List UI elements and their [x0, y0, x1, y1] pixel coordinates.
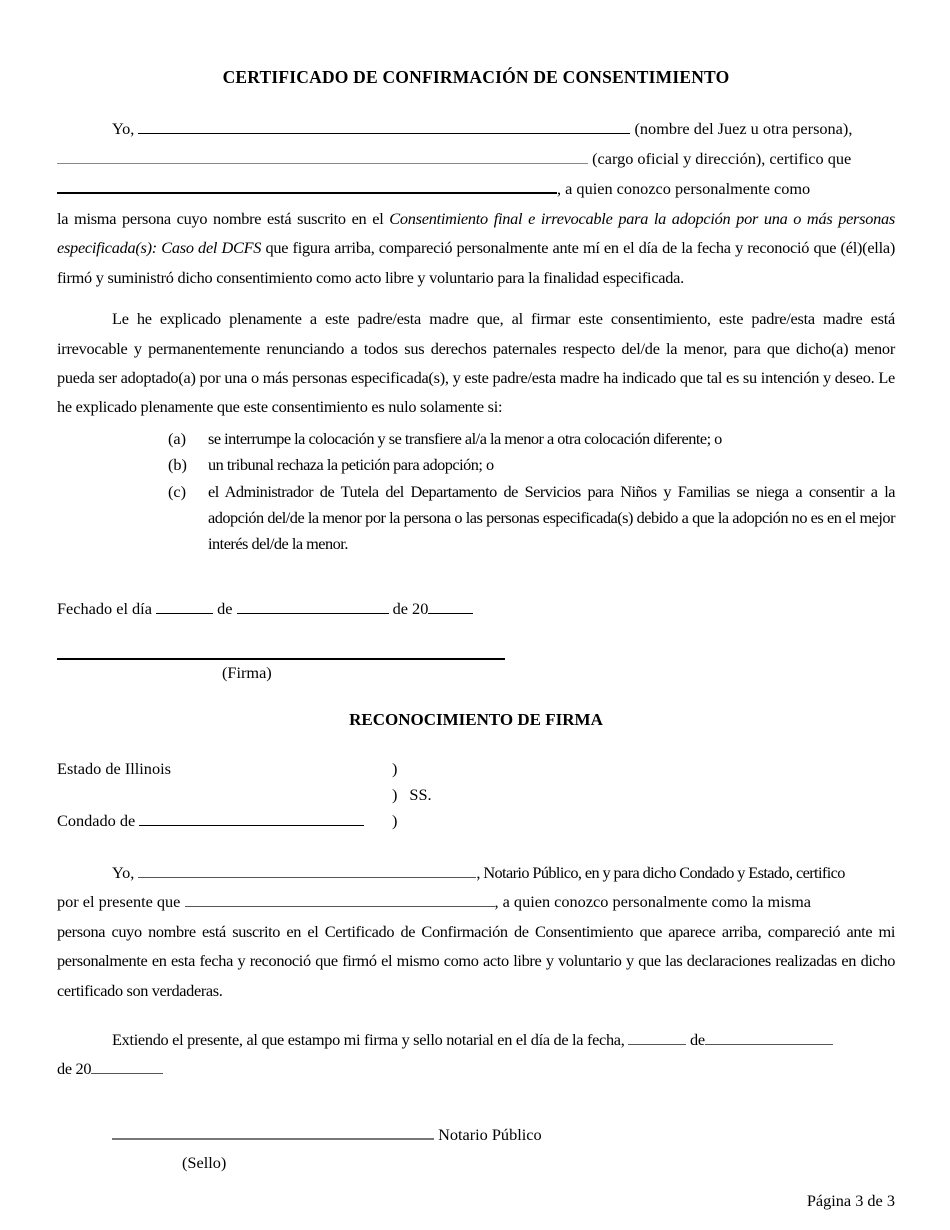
venue-ss-row — [57, 782, 895, 808]
explanation-paragraph: Le he explicado plenamente a este padre/esta madre que, al firmar este consentimiento, este padre/esta madre está irrevocable y permanentemente renunciando a todos sus derechos paternales respecto del/de la menor, para que dicho(a) menor pueda ser adoptado(a) por una o más personas especificada(s), y este padre/esta madre ha indicado que tal es su intención y deseo. Le he explicado plenamente que este consentimiento es nulo solamente si: — [57, 309, 895, 417]
list-item-c — [168, 479, 895, 558]
notary-public-label: Notario Público — [438, 1124, 542, 1144]
known-suffix: , a quien conozco personalmente como la misma — [494, 892, 811, 912]
yo-label: Yo, — [112, 119, 135, 138]
page-number: Página 3 de 3 — [806, 1190, 895, 1210]
known-note: , a quien conozco personalmente como — [557, 179, 811, 198]
venue-state-row — [57, 756, 895, 782]
list-text-c: el Administrador de Tutela del Departamento de Servicios para Niños y Familias se niega a consentir a la adopción del/de la menor por la persona o las personas especificada(s) debido a que la adopción no es en el mejor interés del/de la menor. — [208, 481, 895, 554]
notary-day-blank — [628, 1031, 686, 1045]
notary-date-line-1 — [57, 1025, 895, 1054]
county-blank — [139, 812, 364, 826]
list-item-a — [168, 426, 895, 452]
notary-year-blank — [91, 1060, 163, 1074]
dated-line — [57, 594, 895, 624]
acknowledgment-body: persona cuyo nombre está suscrito en el Certificado de Confirmación de Consentimiento que aparece arriba, compareció ante mi personalmente en esta fecha y reconoció que firmó el mismo como acto libre y voluntario y que las declaraciones realizadas en dicho certificado son verdaderas. — [57, 921, 895, 1000]
affiant-line — [57, 887, 895, 916]
county-cell — [57, 808, 392, 834]
paren-2: ) — [392, 784, 398, 804]
notary-month-blank — [705, 1031, 833, 1045]
acknowledgment-heading: RECONOCIMIENTO DE FIRMA — [349, 709, 603, 729]
extend-de-label: de — [690, 1029, 705, 1049]
paren-1: ) — [392, 758, 398, 778]
office-note: (cargo oficial y dirección), certifico que — [592, 149, 852, 168]
dated-de-label: de — [217, 598, 233, 618]
judge-name-blank — [138, 120, 630, 134]
notary-date-paragraph — [57, 1025, 895, 1084]
ss-spacer — [57, 782, 392, 808]
notary-date-line-2 — [57, 1054, 895, 1083]
venue-county-row — [57, 808, 895, 834]
intro-body-post: que figura arriba, compareció personalmente ante mí en el día de la fecha y reconoció que (él)(ella) firmó y suministró dicho consentimiento como acto libre y voluntario para la finalidad especificada. — [57, 238, 895, 287]
consent-title-italic: Consentimiento final e irrevocable para la adopción por una o más personas especificada(s): Caso del DCFS — [57, 209, 895, 258]
year-blank — [428, 600, 473, 614]
list-marker-a: (a) — [168, 428, 187, 448]
intro-body-pre: la misma persona cuyo nombre está suscrito en el — [57, 209, 390, 228]
dated-label: Fechado el día — [57, 598, 152, 618]
state-label: Estado de Illinois — [57, 758, 171, 778]
notary-intro-line — [57, 858, 895, 887]
affiant-name-blank — [185, 893, 495, 907]
notary-signature-line — [112, 1125, 434, 1140]
dated-de20-label: de 20 — [392, 598, 429, 618]
month-blank — [237, 600, 389, 614]
seal-label: (Sello) — [182, 1152, 227, 1172]
paren-3: ) — [392, 810, 398, 830]
notary-suffix: , Notario Público, en y para dicho Condado y Estado, certifico — [476, 862, 845, 882]
intro-line-judge-name — [57, 114, 895, 144]
document-title: CERTIFICADO DE CONFIRMACIÓN DE CONSENTIMIENTO — [222, 67, 730, 87]
list-marker-b: (b) — [168, 455, 187, 475]
intro-line-office — [57, 144, 895, 174]
intro-paragraph — [57, 204, 895, 292]
ss-label: SS. — [409, 784, 432, 804]
intro-line-person — [57, 174, 895, 204]
person-name-blank — [57, 179, 557, 194]
list-item-b — [168, 452, 895, 478]
firma-label: (Firma) — [222, 662, 272, 682]
day-blank — [156, 600, 213, 614]
present-prefix: por el presente que — [57, 892, 181, 912]
county-label: Condado de — [57, 810, 136, 830]
venue-block — [57, 756, 895, 834]
notary-signature-row — [57, 1120, 895, 1150]
notary-yo-label: Yo, — [112, 862, 135, 882]
void-conditions-list — [168, 426, 895, 558]
list-marker-c: (c) — [168, 481, 187, 501]
official-title-blank — [57, 150, 588, 164]
notary-name-blank — [138, 864, 476, 878]
judge-name-note: (nombre del Juez u otra persona), — [634, 119, 853, 138]
list-text-a: se interrumpe la colocación y se transfiere al/a la menor a otra colocación diferente; o — [208, 428, 722, 448]
extend-de20-label: de 20 — [57, 1059, 92, 1079]
extend-prefix: Extiendo el presente, al que estampo mi firma y sello notarial en el día de la fecha, — [112, 1029, 625, 1049]
list-text-b: un tribunal rechaza la petición para adopción; o — [208, 455, 494, 475]
